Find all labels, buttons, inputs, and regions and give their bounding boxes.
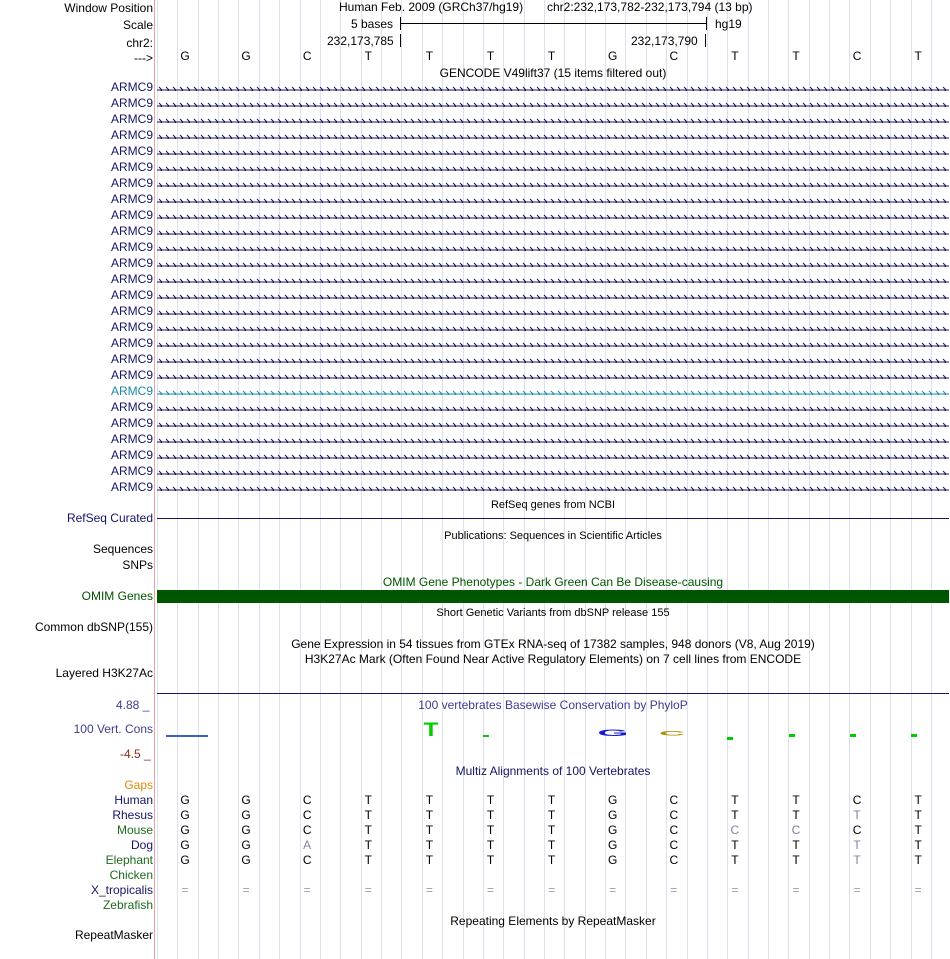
alignment-base: G <box>180 838 190 852</box>
h3k27ac-track-title[interactable]: H3K27Ac Mark (Often Found Near Active Regulatory Elements) on 7 cell lines from ENCODE <box>304 652 802 666</box>
alignment-base: T <box>792 853 800 867</box>
alignment-base: A <box>303 838 312 852</box>
alignment-base: C <box>669 853 679 867</box>
dbsnp-label[interactable]: Common dbSNP(155) <box>34 620 153 634</box>
alignment-base: C <box>669 838 679 852</box>
alignment-base: G <box>608 853 618 867</box>
grid-line <box>931 0 932 959</box>
alignment-base: G <box>241 808 251 822</box>
chr-label: chr2: <box>126 36 153 50</box>
position-text[interactable]: chr2:232,173,782-232,173,794 (13 bp) <box>547 0 753 14</box>
alignment-base: T <box>792 838 800 852</box>
sequence-base: C <box>669 49 679 63</box>
gencode-transcript[interactable] <box>157 147 949 155</box>
gencode-transcript[interactable] <box>157 451 949 459</box>
omim-feature-bar[interactable] <box>157 590 949 603</box>
grid-line <box>503 0 504 959</box>
db-text: hg19 <box>715 17 742 31</box>
alignment-base: C <box>852 793 862 807</box>
alignment-base: T <box>486 793 495 807</box>
alignment-base: G <box>241 853 251 867</box>
phylop-label[interactable]: 100 Vert. Cons <box>73 722 153 736</box>
alignment-base: = <box>364 883 372 897</box>
sequence-base: T <box>364 49 372 63</box>
grid-line <box>320 0 321 959</box>
alignment-base: C <box>852 823 862 837</box>
gencode-item-label[interactable]: ARMC9 <box>110 240 153 254</box>
sequence-base: T <box>425 49 434 63</box>
species-label[interactable]: Dog <box>130 838 153 852</box>
phylop-signal <box>157 712 949 752</box>
sequence-base: T <box>486 49 495 63</box>
gencode-item-label[interactable]: ARMC9 <box>110 416 153 430</box>
alignment-base: C <box>302 793 312 807</box>
species-label[interactable]: Human <box>114 793 153 807</box>
gencode-transcript[interactable] <box>157 99 949 107</box>
gencode-item-label[interactable]: ARMC9 <box>110 160 153 174</box>
phylop-track-title[interactable]: 100 vertebrates Basewise Conservation by PhyloP <box>418 698 688 712</box>
multiz-track-title[interactable]: Multiz Alignments of 100 Vertebrates <box>455 764 651 778</box>
alignment-base: T <box>425 808 434 822</box>
alignment-base: G <box>180 823 190 837</box>
grid-line <box>585 0 586 959</box>
grid-line <box>748 0 749 959</box>
coord-left: 232,173,785 <box>327 34 394 48</box>
sequence-base: C <box>852 49 862 63</box>
sequence-base: T <box>547 49 556 63</box>
grid-line <box>768 0 769 959</box>
sequence-base: T <box>914 49 922 63</box>
refseq-gene-line[interactable] <box>157 518 949 519</box>
alignment-base: G <box>608 838 618 852</box>
species-label[interactable]: Mouse <box>116 823 153 837</box>
sequence-base: C <box>302 49 312 63</box>
alignment-base: = <box>181 883 189 897</box>
grid-line <box>442 0 443 959</box>
species-label[interactable]: Elephant <box>105 853 153 867</box>
alignment-base: T <box>792 808 800 822</box>
alignment-base: T <box>486 823 495 837</box>
alignment-base: T <box>731 808 739 822</box>
grid-line <box>870 0 871 959</box>
publications-track-title[interactable]: Publications: Sequences in Scientific Articles <box>444 530 662 542</box>
gencode-transcript[interactable] <box>157 163 949 171</box>
alignment-base: T <box>853 838 861 852</box>
grid-line <box>524 0 525 959</box>
gencode-item-label[interactable]: ARMC9 <box>110 448 153 462</box>
alignment-base: T <box>425 838 434 852</box>
gencode-item-label[interactable]: ARMC9 <box>110 352 153 366</box>
alignment-base: T <box>364 793 372 807</box>
alignment-base: T <box>853 853 861 867</box>
gencode-transcript[interactable] <box>157 83 949 91</box>
alignment-base: C <box>302 853 312 867</box>
gtex-track-title[interactable]: Gene Expression in 54 tissues from GTEx RNA-seq of 17382 samples, 948 donors (V8, Aug 2019) <box>291 637 815 651</box>
gencode-item-label[interactable]: ARMC9 <box>110 192 153 206</box>
alignment-base: C <box>791 823 801 837</box>
gencode-item-label[interactable]: ARMC9 <box>110 304 153 318</box>
grid-line <box>259 0 260 959</box>
alignment-base: = <box>303 883 311 897</box>
grid-line <box>829 0 830 959</box>
gencode-transcript[interactable] <box>157 435 949 443</box>
sequence-base: G <box>180 49 190 63</box>
alignment-base: T <box>547 823 556 837</box>
grid-line <box>707 0 708 959</box>
gencode-transcript[interactable] <box>157 243 949 251</box>
gencode-item-label[interactable]: ARMC9 <box>110 432 153 446</box>
sequence-base: G <box>608 49 618 63</box>
alignment-base: C <box>669 808 679 822</box>
alignment-base: = <box>792 883 800 897</box>
scale-bar <box>400 23 706 24</box>
gencode-transcript[interactable] <box>157 419 949 427</box>
gencode-item-label[interactable]: ARMC9 <box>110 288 153 302</box>
gencode-item-label[interactable]: ARMC9 <box>110 480 153 494</box>
gencode-item-label[interactable]: ARMC9 <box>110 320 153 334</box>
gencode-item-label[interactable]: ARMC9 <box>110 80 153 94</box>
phylop-ymax: 4.88 _ <box>116 698 150 712</box>
alignment-base: T <box>731 853 739 867</box>
h3k27ac-label[interactable]: Layered H3K27Ac <box>55 666 153 680</box>
grid-line <box>463 0 464 959</box>
coord-right: 232,173,790 <box>631 34 698 48</box>
gencode-item-label[interactable]: ARMC9 <box>110 112 153 126</box>
alignment-base: T <box>547 853 556 867</box>
alignment-base: T <box>425 853 434 867</box>
phylop-bar-t4 <box>727 737 733 740</box>
phylop-bar-g1 <box>166 735 208 737</box>
alignment-base: T <box>364 808 372 822</box>
sidebar-divider <box>154 0 155 959</box>
alignment-base: T <box>914 838 922 852</box>
gencode-item-label[interactable]: ARMC9 <box>110 464 153 478</box>
gencode-transcript[interactable] <box>157 259 949 267</box>
grid-line <box>646 0 647 959</box>
phylop-bar-t3 <box>483 735 489 737</box>
scale-label: Scale <box>122 18 153 32</box>
alignment-base: C <box>302 823 312 837</box>
coord-left-tick <box>400 34 401 47</box>
sequence-base: G <box>241 49 251 63</box>
grid-line <box>890 0 891 959</box>
gencode-transcript[interactable] <box>157 291 949 299</box>
gencode-item-label[interactable]: ARMC9 <box>110 336 153 350</box>
alignment-base: = <box>548 883 556 897</box>
gencode-item-label[interactable]: ARMC9 <box>110 208 153 222</box>
alignment-base: C <box>730 823 740 837</box>
grid-line <box>625 0 626 959</box>
grid-line <box>687 0 688 959</box>
alignment-base: = <box>242 883 250 897</box>
phylop-bar-t6 <box>850 734 856 737</box>
alignment-base: C <box>669 793 679 807</box>
alignment-base: G <box>180 808 190 822</box>
track-separator <box>157 693 949 694</box>
sequences-label[interactable]: Sequences <box>92 542 153 556</box>
gencode-item-label[interactable]: ARMC9 <box>110 400 153 414</box>
alignment-base: T <box>731 793 739 807</box>
gencode-item-label[interactable]: ARMC9 <box>110 368 153 382</box>
alignment-base: T <box>914 793 922 807</box>
alignment-base: C <box>302 808 312 822</box>
phylop-bar-t5 <box>789 734 795 737</box>
phylop-logo-g: G <box>597 728 629 738</box>
gencode-transcript[interactable] <box>157 227 949 235</box>
species-label[interactable]: X_tropicalis <box>90 883 153 897</box>
gencode-transcript[interactable] <box>157 115 949 123</box>
phylop-ymin: -4.5 _ <box>120 747 151 761</box>
alignment-base: T <box>792 793 800 807</box>
gencode-transcript[interactable] <box>157 323 949 331</box>
alignment-base: G <box>241 823 251 837</box>
alignment-base: T <box>486 808 495 822</box>
gencode-transcript[interactable] <box>157 211 949 219</box>
strand-label: ---> <box>134 51 153 65</box>
gencode-item-label[interactable]: ARMC9 <box>110 144 153 158</box>
alignment-base: = <box>853 883 861 897</box>
alignment-base: C <box>669 823 679 837</box>
repeatmasker-track-title[interactable]: Repeating Elements by RepeatMasker <box>450 914 656 928</box>
gencode-transcript[interactable] <box>157 179 949 187</box>
gencode-item-label[interactable]: ARMC9 <box>110 272 153 286</box>
gencode-transcript[interactable] <box>157 355 949 363</box>
refseq-track-title[interactable]: RefSeq genes from NCBI <box>490 499 616 511</box>
alignment-base: T <box>364 838 372 852</box>
alignment-base: T <box>425 823 434 837</box>
alignment-base: T <box>731 838 739 852</box>
gencode-item-label[interactable]: ARMC9 <box>110 128 153 142</box>
gencode-transcript[interactable] <box>157 339 949 347</box>
alignment-base: G <box>241 838 251 852</box>
scale-text: 5 bases <box>351 17 394 31</box>
alignment-base: T <box>547 838 556 852</box>
grid-line <box>340 0 341 959</box>
alignment-base: = <box>670 883 678 897</box>
alignment-base: G <box>180 793 190 807</box>
alignment-base: T <box>364 823 372 837</box>
grid-line <box>809 0 810 959</box>
repeatmasker-label[interactable]: RepeatMasker <box>74 928 153 942</box>
alignment-base: T <box>547 793 556 807</box>
grid-line <box>564 0 565 959</box>
grid-line <box>218 0 219 959</box>
alignment-base: = <box>914 883 922 897</box>
assembly-text: Human Feb. 2009 (GRCh37/hg19) <box>339 0 524 14</box>
gencode-transcript[interactable] <box>157 275 949 283</box>
gencode-item-label[interactable]: ARMC9 <box>110 256 153 270</box>
species-label[interactable]: Rhesus <box>112 808 153 822</box>
alignment-base: G <box>180 853 190 867</box>
scale-bar-right-tick <box>706 17 707 30</box>
grid-line <box>279 0 280 959</box>
grid-line <box>157 0 158 959</box>
gencode-transcript[interactable] <box>157 371 949 379</box>
sequence-base: T <box>792 49 800 63</box>
gencode-item-label[interactable]: ARMC9 <box>110 384 153 398</box>
alignment-base: = <box>486 883 494 897</box>
species-label[interactable]: Chicken <box>109 868 153 882</box>
snps-label[interactable]: SNPs <box>122 558 153 572</box>
refseq-label[interactable]: RefSeq Curated <box>66 511 153 525</box>
gencode-track-title[interactable]: GENCODE V49lift37 (15 items filtered out) <box>439 66 667 80</box>
phylop-logo-t: T <box>423 718 439 741</box>
alignment-base: T <box>914 853 922 867</box>
gencode-transcript[interactable] <box>157 483 949 491</box>
species-label[interactable]: Zebrafish <box>102 898 153 912</box>
grid-line <box>401 0 402 959</box>
alignment-base: = <box>425 883 433 897</box>
phylop-logo-c: C <box>659 730 685 737</box>
sequence-base: T <box>731 49 739 63</box>
alignment-base: T <box>486 838 495 852</box>
alignment-base: T <box>914 808 922 822</box>
alignment-base: G <box>608 793 618 807</box>
gencode-transcript[interactable] <box>157 131 949 139</box>
alignment-base: G <box>608 808 618 822</box>
gencode-transcript[interactable] <box>157 307 949 315</box>
alignment-base: T <box>547 808 556 822</box>
omim-track-title[interactable]: OMIM Gene Phenotypes - Dark Green Can Be Disease-causing <box>382 575 724 589</box>
coord-right-tick <box>705 34 706 47</box>
gencode-transcript[interactable] <box>157 403 949 411</box>
alignment-base: T <box>364 853 372 867</box>
alignment-base: T <box>853 808 861 822</box>
gencode-transcript[interactable] <box>157 195 949 203</box>
grid-line <box>198 0 199 959</box>
omim-label[interactable]: OMIM Genes <box>81 589 153 603</box>
alignment-base: G <box>241 793 251 807</box>
gencode-item-label[interactable]: ARMC9 <box>110 96 153 110</box>
scale-bar-left-tick <box>400 17 401 30</box>
gaps-label[interactable]: Gaps <box>124 778 153 792</box>
gencode-item-label[interactable]: ARMC9 <box>110 224 153 238</box>
gencode-transcript[interactable] <box>157 387 949 395</box>
alignment-base: T <box>425 793 434 807</box>
alignment-base: = <box>731 883 739 897</box>
alignment-base: T <box>486 853 495 867</box>
alignment-base: = <box>609 883 617 897</box>
phylop-bar-t7 <box>911 734 917 737</box>
window-position-label: Window Position <box>64 1 153 15</box>
gencode-item-label[interactable]: ARMC9 <box>110 176 153 190</box>
alignment-base: T <box>914 823 922 837</box>
grid-line <box>381 0 382 959</box>
alignment-base: G <box>608 823 618 837</box>
dbsnp-track-title[interactable]: Short Genetic Variants from dbSNP release 155 <box>436 607 670 619</box>
gencode-transcript[interactable] <box>157 467 949 475</box>
